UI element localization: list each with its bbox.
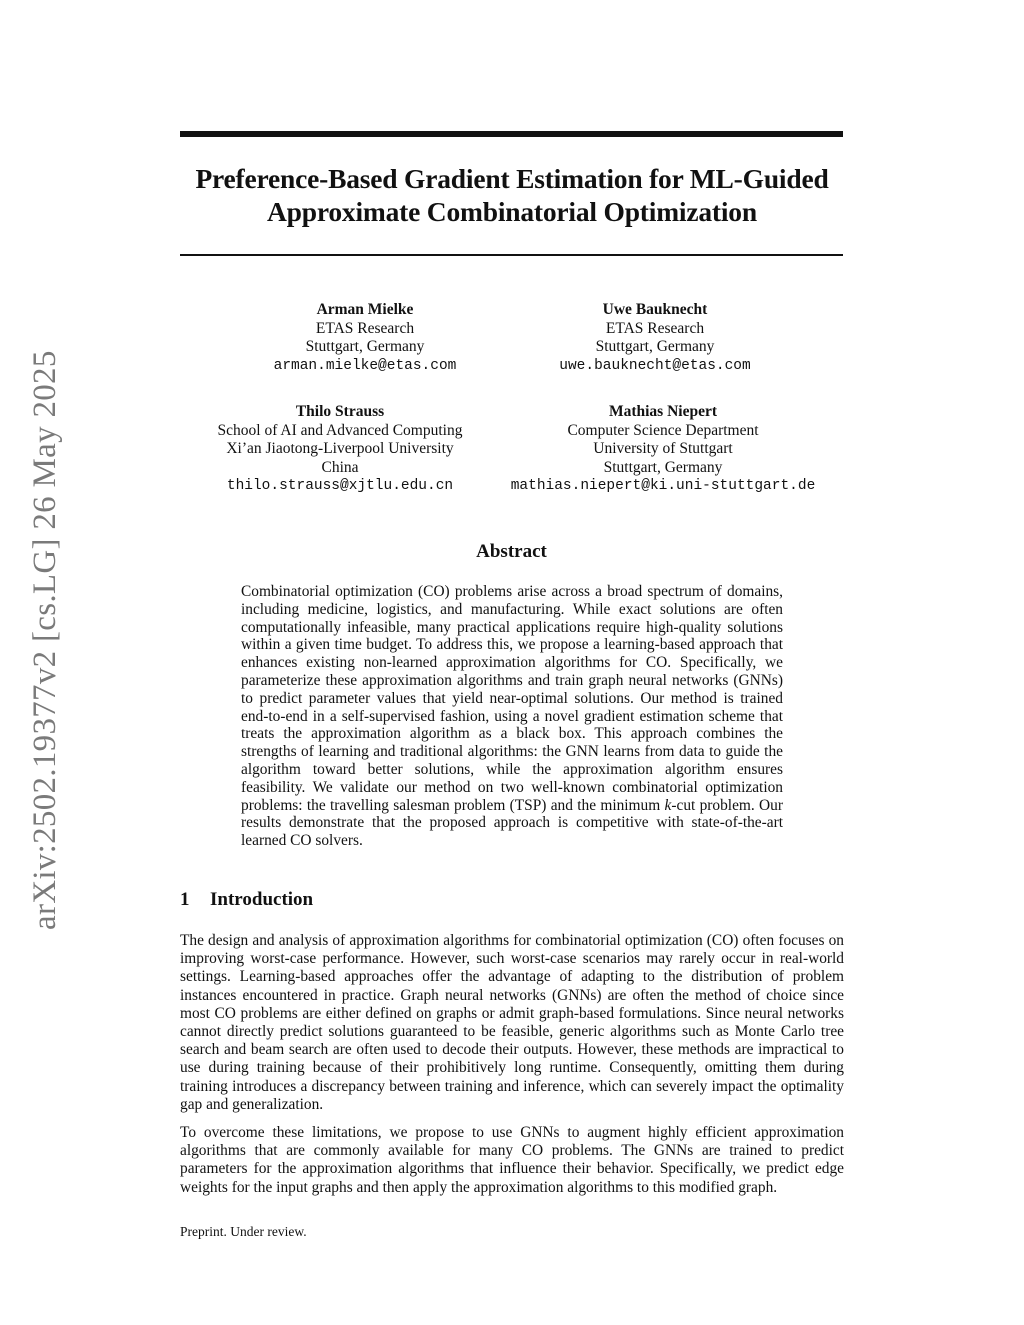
author-affiliation-line: Stuttgart, Germany — [595, 338, 715, 355]
author-affiliation-line: China — [321, 458, 359, 476]
section-title: Introduction — [210, 889, 314, 910]
body-paragraph: The design and analysis of approximation algorithms for combinatorial optimization (CO) often focuses on improving worst-case performance. However, such worst-case scenarios may rarely occur in real-world settings. Learning-based approaches offer the advantage of adapting to the distribution of problem instances encountered in practice. Graph neural networks (GNNs) are often the method of choice since most CO problems are either defined on graphs or admit graph-based formulations. Since neural networks cannot directly predict solutions guaranteed to be feasible, generic algorithms such as Monte Carlo tree search and beam search are often used to decode their outputs. However, these methods are impractical to use during training because of their prohibitively long runtime. Consequently, omitting them during training introduces a discrepancy between training and inference, which can severely impact the optimality gap and generalization. — [180, 932, 844, 1113]
author-affiliation-line: Stuttgart, Germany — [603, 458, 723, 476]
arxiv-identifier-stamp: arXiv:2502.19377v2 [cs.LG] 26 May 2025 — [27, 350, 63, 930]
title-bottom-rule — [180, 254, 843, 256]
author-affiliation-line: Stuttgart, Germany — [305, 338, 425, 355]
author-affiliation-line: University of Stuttgart — [593, 440, 733, 457]
author-affiliation-line: ETAS Research — [605, 319, 705, 337]
abstract-text-part: Combinatorial optimization (CO) problems arise across a broad spectrum of domains, including medicine, logistics, and manufacturing. While exact solutions are often computationally infeasible, many practical applications require high-quality solutions within a given time budget. To address this, we propose a learning-based approach that enhances existing non-learned approximation algorithms for CO. Specifically, we parameterize these approximation algorithms and train graph neural networks (GNNs) to predict parameter values that yield near-optimal solutions. Our method is trained end-to-end in a self-supervised fashion, using a novel gradient estimation scheme that treats the approximation algorithm as a black box. This approach combines the strengths of learning and traditional algorithms: the GNN learns from data to guide the algorithm toward better solutions, while the approximation algorithm ensures feasibility. We validate our method on two well-known combinatorial optimization problems: the travelling salesman problem (TSP) and the minimum — [241, 583, 783, 814]
paper-title-line-1: Preference-Based Gradient Estimation for ML-Guided — [195, 163, 829, 194]
title-top-rule — [180, 131, 843, 137]
paper-title — [150, 162, 874, 228]
author-email: arman.mielke@etas.com — [273, 357, 457, 374]
author-block — [240, 301, 490, 375]
abstract-math-k: k — [664, 796, 672, 814]
section-number: 1 — [180, 889, 190, 910]
abstract-heading: Abstract — [476, 541, 547, 562]
author-email: uwe.bauknecht@etas.com — [559, 357, 751, 374]
preprint-footnote: Preprint. Under review. — [180, 1224, 307, 1239]
abstract-text-part: -cut problem. Our results demonstrate that the proposed approach is competitive with state-of-the-art learned CO solvers. — [241, 796, 783, 850]
author-name: Thilo Strauss — [295, 403, 385, 420]
paper-title-line-2: Approximate Combinatorial Optimization — [267, 196, 757, 227]
author-affiliation-line: School of AI and Advanced Computing — [217, 421, 463, 439]
author-block — [498, 403, 828, 496]
body-paragraph: To overcome these limitations, we propose to use GNNs to augment highly efficient approximation algorithms that are commonly available for many CO problems. The GNNs are trained to predict parameters for the approximation algorithms that influence their behavior. Specifically, we predict edge weights for the input graphs and then apply the approximation algorithms to this modified graph. — [180, 1124, 844, 1196]
author-affiliation-line: Computer Science Department — [567, 421, 759, 439]
author-name: Arman Mielke — [316, 301, 414, 318]
author-affiliation-line: ETAS Research — [315, 319, 415, 337]
author-block — [530, 301, 780, 375]
author-email: thilo.strauss@xjtlu.edu.cn — [226, 478, 454, 494]
author-affiliation-line: Xi’an Jiaotong-Liverpool University — [226, 440, 454, 457]
author-name: Uwe Bauknecht — [602, 301, 708, 318]
author-email: mathias.niepert@ki.uni-stuttgart.de — [510, 478, 816, 494]
section-heading — [180, 889, 313, 911]
author-name: Mathias Niepert — [608, 403, 718, 420]
abstract-text — [241, 583, 783, 850]
author-block — [200, 403, 480, 496]
